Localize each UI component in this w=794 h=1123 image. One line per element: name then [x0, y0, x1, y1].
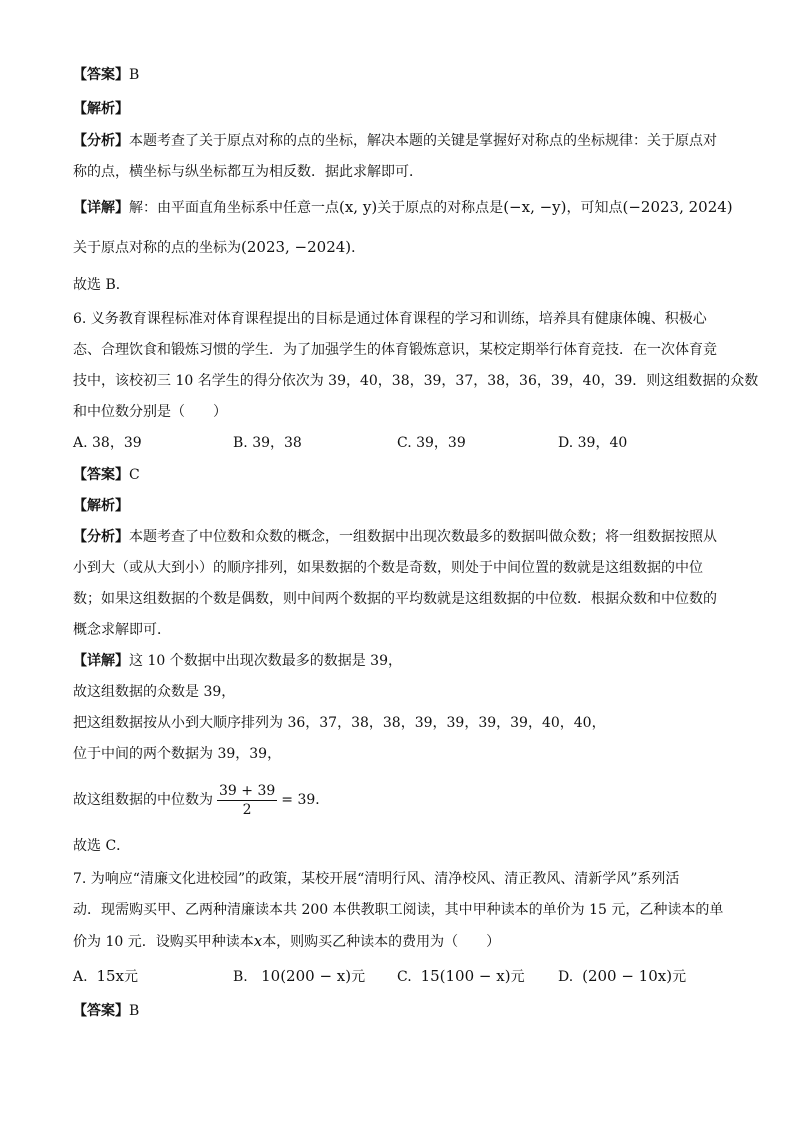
q7-option-c: [397, 967, 525, 986]
answer-value: B: [129, 1003, 140, 1019]
q7-stem-line-1: 7. 为响应“清廉文化进校园”的政策，某校开展“清明行风、清净校风、清正教风、清新学风”系列活: [73, 871, 680, 887]
q6-fenxi-line-4: 概念求解即可．: [73, 622, 171, 638]
q6-stem-line-3: 技中，该校初三 10 名学生的得分依次为 39，40，38，39，37，38，36，39，40，39．则这组数据的众数: [73, 373, 759, 389]
option-letter: B.: [233, 969, 248, 985]
q6-fenxi-line-2: 小到大（或从大到小）的顺序排列，如果数据的个数是奇数，则处于中间位置的数就是这组数据的中位: [73, 560, 703, 576]
fraction-denominator: 2: [242, 801, 252, 818]
q6-fenxi-line-3: 数；如果这组数据的个数是偶数，则中间两个数据的平均数就是这组数据的中位数．根据众数和中位数的: [73, 591, 717, 607]
q6-detail-line-1: [73, 652, 402, 670]
q6-stem-line-2: 态、合理饮食和锻炼习惯的学生．为了加强学生的体育锻炼意识，某校定期举行体育竞技．在一次体育竞: [73, 342, 717, 358]
q5-fenxi-line-2: 称的点，横坐标与纵坐标都互为相反数．据此求解即可．: [73, 164, 423, 180]
option-letter: A.: [73, 969, 88, 985]
detail-text: 故这组数据的中位数为: [73, 792, 213, 808]
detail-text: ．: [351, 240, 366, 256]
answer-tag: 【答案】: [73, 467, 129, 483]
fraction-numerator: 39 + 39: [219, 782, 276, 799]
q7-option-d: [558, 967, 686, 986]
median-fraction: [217, 783, 277, 818]
option-letter: D.: [558, 969, 574, 985]
option-unit: 元: [124, 969, 139, 985]
analysis-bracket-right: 】: [115, 498, 129, 514]
fenxi-tag: 【分析】: [73, 529, 129, 545]
detail-text: 关于原点的对称点是: [377, 200, 504, 216]
q6-answer: [73, 466, 140, 484]
q6-option-b: B. 39，38: [233, 435, 302, 451]
analysis-heading: 解析: [87, 498, 115, 514]
analysis-bracket-left: 【: [73, 101, 87, 117]
analysis-bracket-right: 】: [115, 101, 129, 117]
q6-detail-line-2: 故这组数据的众数是 39，: [73, 684, 236, 700]
answer-value: B: [129, 67, 140, 83]
option-expression: 10(200 − x): [261, 967, 352, 985]
q5-answer: [73, 66, 139, 84]
q6-analysis-heading: [73, 497, 129, 515]
q5-detail-line-2: [73, 238, 365, 257]
q7-stem-line-3: [73, 932, 500, 951]
option-unit: 元: [351, 969, 366, 985]
q6-fenxi-line-1: [73, 528, 717, 546]
q6-stem-line-1: 6. 义务教育课程标准对体育课程提出的目标是通过体育课程的学习和训练，培养具有健康体魄、积极心: [73, 311, 707, 327]
q5-analysis-heading: [73, 100, 129, 118]
q7-answer: [73, 1002, 139, 1020]
math-expression: (−2023, 2024): [622, 198, 733, 216]
detail-text: 解：由平面直角坐标系中任意一点: [129, 200, 339, 216]
fenxi-tag: 【分析】: [73, 133, 129, 149]
fenxi-text: 本题考查了关于原点对称的点的坐标，解决本题的关键是掌握好对称点的坐标规律：关于原点对: [129, 133, 717, 149]
xiangjie-tag: 【详解】: [73, 653, 129, 669]
q5-fenxi-line-1: [73, 132, 717, 150]
q6-detail-line-5: [73, 780, 329, 820]
option-unit: 元: [672, 969, 687, 985]
math-expression: (−x, −y): [503, 198, 567, 216]
analysis-bracket-left: 【: [73, 498, 87, 514]
q5-conclusion: 故选 B．: [73, 277, 130, 293]
detail-text: = 39．: [281, 792, 330, 808]
q7-option-a: [73, 967, 138, 986]
q6-option-a: A. 38，39: [73, 435, 142, 451]
option-letter: C.: [397, 969, 412, 985]
answer-tag: 【答案】: [73, 67, 129, 83]
option-unit: 元: [510, 969, 525, 985]
q7-stem-line-2: 动．现需购买甲、乙两种清廉读本共 200 本供教职工阅读，其中甲种读本的单价为 15 元，乙种读本的单: [73, 902, 724, 918]
option-expression: 15x: [96, 967, 125, 985]
detail-text: 这 10 个数据中出现次数最多的数据是 39，: [129, 653, 402, 669]
fenxi-text: 本题考查了中位数和众数的概念，一组数据中出现次数最多的数据叫做众数；将一组数据按照从: [129, 529, 717, 545]
xiangjie-tag: 【详解】: [73, 200, 129, 216]
analysis-heading: 解析: [87, 101, 115, 117]
q5-detail-line-1: [73, 198, 733, 217]
q6-stem-line-4: 和中位数分别是（ ）: [73, 404, 227, 420]
answer-tag: 【答案】: [73, 1003, 129, 1019]
q6-conclusion: 故选 C．: [73, 838, 131, 854]
answer-value: C: [129, 467, 140, 483]
q6-option-d: D. 39，40: [558, 435, 628, 451]
stem-text: 价为 10 元．设购买甲种读本: [73, 934, 254, 950]
math-expression: (x, y): [339, 198, 378, 216]
detail-text: ，可知点: [566, 200, 623, 216]
detail-text: 关于原点对称的点的坐标为: [73, 240, 241, 256]
variable-x: x: [253, 932, 263, 950]
q6-detail-line-4: 位于中间的两个数据为 39，39，: [73, 746, 282, 762]
option-expression: (200 − 10x): [582, 967, 673, 985]
math-expression: (2023, −2024): [241, 238, 352, 256]
stem-text: 本，则购买乙种读本的费用为（ ）: [262, 934, 501, 950]
option-expression: 15(100 − x): [420, 967, 511, 985]
q7-option-b: [233, 967, 365, 986]
q6-option-c: C. 39，39: [397, 435, 466, 451]
q6-detail-line-3: 把这组数据按从小到大顺序排列为 36，37，38，38，39，39，39，39，40，40，: [73, 715, 606, 731]
